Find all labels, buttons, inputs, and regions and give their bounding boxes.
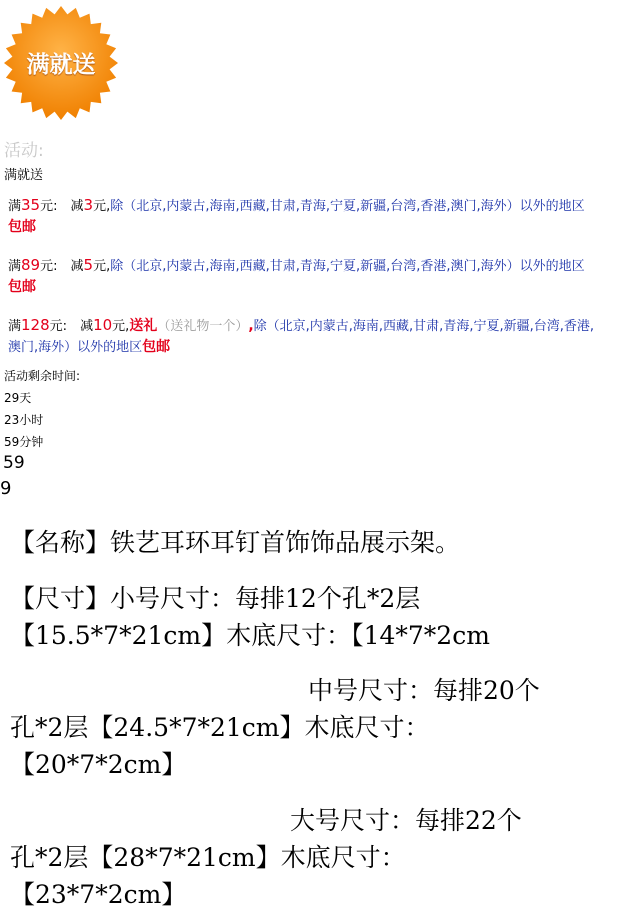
activity-label: 活动: — [4, 141, 44, 161]
product-size-small — [10, 580, 610, 654]
gift-note: （送礼物一个） — [157, 319, 249, 334]
tier-prefix: 满 — [8, 259, 22, 274]
countdown-minutes: 59分钟 — [4, 435, 44, 449]
size-large-line-2: 孔*2层【28*7*21cm】木底尺寸： — [10, 843, 406, 872]
promo-tier — [8, 315, 598, 358]
tier-gap — [58, 259, 71, 274]
size-large-line-3: 【23*7*2cm】 — [10, 880, 187, 909]
product-size-medium — [10, 672, 610, 783]
discount-prefix: 减 — [70, 199, 84, 214]
promo-type: 满就送 — [4, 168, 44, 183]
size-medium-line-2: 孔*2层【24.5*7*21cm】木底尺寸： — [10, 713, 430, 742]
tier-prefix: 满 — [8, 199, 22, 214]
region-text: 除（北京,内蒙古,海南,西藏,甘肃,青海,宁夏,新疆,台湾,香港,澳门,海外）以外的地区 — [110, 259, 585, 274]
tier-gap — [67, 319, 80, 334]
countdown-hours: 23小时 — [4, 413, 44, 427]
countdown-tenths: 9 — [0, 478, 12, 499]
size-small-line-2: 【15.5*7*21cm】木底尺寸：【14*7*2cm — [10, 621, 490, 650]
gift-sep: , — [248, 318, 254, 334]
discount-unit: 元, — [93, 199, 111, 214]
badge-label: 满就送 — [26, 52, 96, 78]
tier-amount: 128 — [21, 316, 50, 334]
discount-amount: 3 — [83, 196, 94, 214]
promo-tier — [8, 255, 598, 298]
tier-prefix: 满 — [8, 319, 22, 334]
tier-amount: 35 — [21, 196, 41, 214]
discount-prefix: 减 — [80, 319, 94, 334]
discount-unit: 元, — [112, 319, 130, 334]
product-size-large — [10, 802, 610, 913]
tier-unit: 元: — [40, 259, 58, 274]
countdown-label: 活动剩余时间: — [4, 369, 81, 383]
discount-unit: 元, — [93, 259, 111, 274]
region-text: 除（北京,内蒙古,海南,西藏,甘肃,青海,宁夏,新疆,台湾,香港,澳门,海外）以外的地区 — [8, 319, 594, 355]
countdown-seconds: 59 — [3, 453, 25, 473]
free-shipping: 包邮 — [8, 219, 36, 235]
promo-tier — [8, 195, 598, 238]
free-shipping: 包邮 — [8, 279, 36, 295]
discount-amount: 10 — [93, 316, 113, 334]
size-large-line-1: 大号尺寸：每排22个 — [290, 806, 522, 835]
gift-label: 送礼 — [129, 318, 158, 334]
size-medium-line-3: 【20*7*2cm】 — [10, 750, 187, 779]
tier-unit: 元: — [49, 319, 68, 334]
discount-prefix: 减 — [70, 259, 84, 274]
tier-unit: 元: — [40, 199, 58, 214]
promo-badge — [2, 4, 120, 122]
free-shipping: 包邮 — [142, 339, 171, 355]
size-medium-line-1: 中号尺寸：每排20个 — [308, 676, 540, 705]
product-name: 【名称】铁艺耳环耳钉首饰饰品展示架。 — [10, 528, 461, 557]
size-small-line-1: 【尺寸】小号尺寸：每排12个孔*2层 — [10, 584, 421, 613]
tier-gap — [58, 199, 71, 214]
discount-amount: 5 — [83, 256, 94, 274]
tier-amount: 89 — [21, 256, 41, 274]
region-text: 除（北京,内蒙古,海南,西藏,甘肃,青海,宁夏,新疆,台湾,香港,澳门,海外）以外的地区 — [110, 199, 585, 214]
countdown-days: 29天 — [4, 391, 32, 405]
